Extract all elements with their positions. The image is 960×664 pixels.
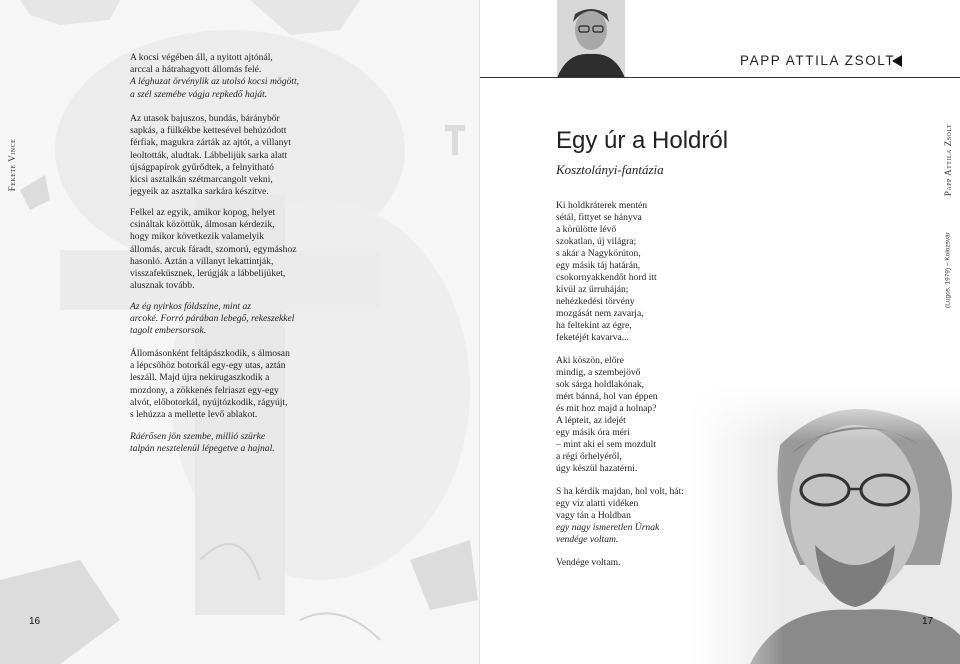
prose-paragraph-2	[130, 113, 320, 198]
poem-line: egy másik táj határán,	[556, 260, 641, 271]
poem-line: Ki holdkráterek mentén	[556, 200, 648, 211]
prose-line: hogy mikor következik valamelyik	[130, 231, 265, 243]
triangle-marker-icon	[892, 55, 902, 67]
prose-line: A kocsi végében áll, a nyitott ajtónál,	[130, 52, 273, 63]
prose-paragraph-6	[130, 431, 320, 455]
prose-line: kicsi asztalkán szétmarcangolt vekni,	[130, 174, 273, 186]
prose-line: s lehúzza a mellette levő ablakot.	[130, 409, 258, 421]
author-portrait-small	[557, 0, 625, 78]
poem-line: úgy készül hazatérni.	[556, 463, 638, 474]
poem-line: kívül az űrruháján;	[556, 284, 629, 295]
prose-line: újságpapírok gyűrődtek, a felnyitható	[130, 161, 274, 173]
prose-line: arcoké. Forró párában lebegő, rekeszekkel	[130, 313, 295, 325]
author-side-label-right: Papp Attila Zsolt	[943, 123, 953, 197]
poem-line: A lépteit, az idejét	[556, 415, 626, 426]
poem-line: s akár a Nagykörúton,	[556, 248, 641, 259]
poem-line: – mint aki el sem mozdult	[556, 439, 656, 450]
poem-line: egy víz alatti vidéken	[556, 498, 639, 509]
poem-title: Egy úr a Holdról	[556, 127, 729, 154]
poem-line: ha feltekint az égre,	[556, 320, 632, 331]
poem-line: Aki köszön, előre	[556, 355, 624, 366]
poem-line: sok sárga holdlakónak,	[556, 379, 645, 390]
prose-line: a szél szemébe vágja repkedő haját.	[130, 88, 268, 100]
prose-line: férfiak, magukra zárták az ajtót, a villanyt	[130, 137, 291, 149]
header-rule	[480, 77, 960, 78]
prose-line: arccal a hátrahagyott állomás felé.	[130, 64, 262, 76]
author-side-label: Fekete Vince	[7, 138, 17, 192]
poem-line: a régi őrhelyéről,	[556, 451, 622, 462]
poem-line: feketéjét kavarva...	[556, 332, 629, 343]
prose-line: Állomásonként feltápászkodik, s álmosan	[130, 348, 290, 359]
poem-line: mért bánná, hol van éppen	[556, 391, 658, 402]
prose-paragraph-3	[130, 207, 320, 292]
prose-line: Az ég nyirkos földszíne, mint az	[130, 301, 251, 312]
poem-line: és mit hoz majd a holnap?	[556, 403, 657, 414]
prose-line: Az utasok bajuszos, bundás, báránybőr	[130, 113, 280, 124]
poem-line: vagy tán a Holdban	[556, 510, 631, 521]
prose-line: állomás, arcuk fáradt, szomorú, egymáshoz	[130, 243, 297, 255]
prose-line: leoltották, aludtak. Lábbelijük sarka alatt	[130, 149, 288, 161]
poem-line: Vendége voltam.	[556, 557, 621, 568]
prose-line: Ráérősen jön szembe, millió szürke	[130, 431, 266, 442]
poem-line: egy másik óra méri	[556, 427, 630, 438]
poem-line: mindig, a szembejövő	[556, 367, 641, 378]
prose-line: sapkás, a fülkékbe kettesével behúzódott	[130, 125, 287, 137]
prose-line: tagolt embersorsok.	[130, 325, 207, 337]
poem-line: nehézkedési törvény	[556, 296, 635, 307]
page-number-left: 16	[29, 616, 41, 627]
poem-line: S ha kérdik majdan, hol volt, hát:	[556, 486, 684, 497]
poem-line: szokatlan, új világra;	[556, 236, 637, 247]
poem-line: sétál, fittyet se hányva	[556, 212, 642, 223]
poem-stanza-4	[556, 557, 756, 569]
poem-line: csokornyakkendőt hord itt	[556, 272, 657, 283]
poem-line: vendége voltam.	[556, 534, 619, 545]
prose-line: a lépcsőhöz botorkál egy-egy utas, aztán	[130, 360, 286, 372]
prose-line: mozdony, a zökkenés felriaszt egy-egy	[130, 384, 279, 396]
prose-line: A léghuzat örvénylik az utolsó kocsi mögött,	[130, 76, 300, 88]
poem-line: egy nagy ismeretlen Úrnak	[556, 522, 660, 533]
author-bio-side-label: (Lugos, 1979) – Kolozsvár	[944, 232, 952, 308]
poem-stanza-3	[556, 486, 756, 546]
prose-line: talpán nesztelenül lépegetve a hajnal.	[130, 443, 275, 455]
prose-paragraph-4	[130, 301, 320, 338]
prose-line: visszafeküsznek, lerúgják a lábbelijüket,	[130, 268, 286, 280]
prose-line: Felkel az egyik, amikor kopog, helyet	[130, 207, 276, 218]
poem-stanza-2	[556, 355, 756, 475]
poem-stanza-1	[556, 200, 756, 344]
prose-line: jegyeik az asztalka sarkára készítve.	[130, 186, 269, 198]
prose-paragraph-5	[130, 348, 320, 421]
prose-line: alusznak tovább.	[130, 280, 195, 292]
prose-line: hasonló. Aztán a villanyt lekattintják,	[130, 255, 274, 267]
prose-line: csináltak közöttük, álmosan kérdezik,	[130, 219, 275, 231]
poem-subtitle: Kosztolányi-fantázia	[556, 162, 664, 177]
page-number-right: 17	[922, 616, 934, 627]
prose-line: alvót, előbotorkál, nyújtózkodik, rágyújt,	[130, 396, 288, 408]
poem-line: a körülötte lévő	[556, 224, 617, 235]
author-header: PAPP ATTILA ZSOLT	[740, 53, 896, 68]
prose-block-1	[130, 52, 320, 101]
poem-line: mozgását nem zavarja,	[556, 308, 644, 319]
prose-line: leszáll. Majd újra nekirugaszkodik a	[130, 372, 270, 384]
